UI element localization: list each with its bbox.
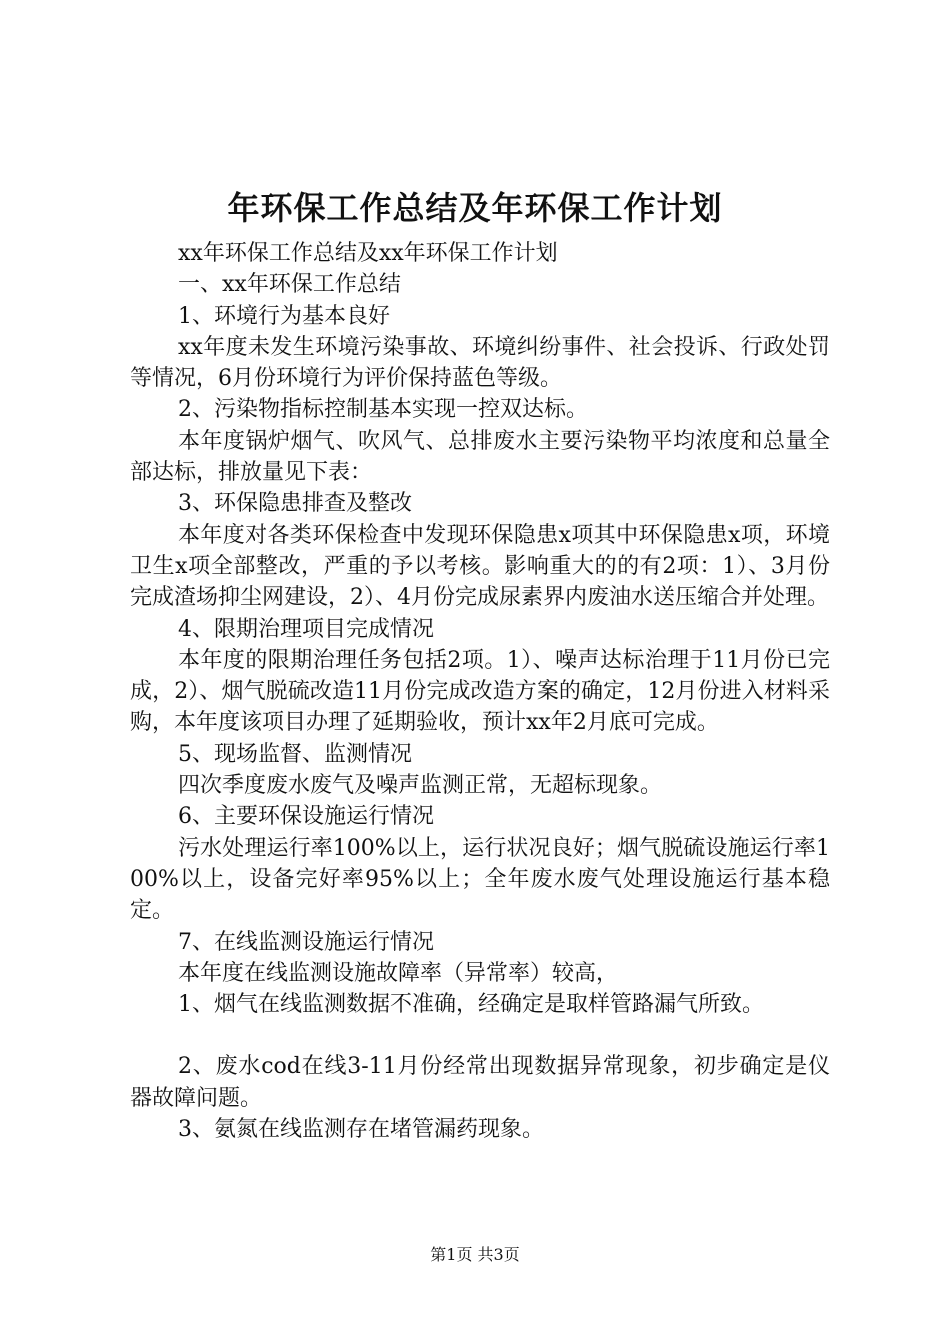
document-body: [130, 238, 830, 1145]
paragraph-heading: xx年环保工作总结及xx年环保工作计划: [178, 241, 558, 266]
item-heading-4: 4、限期治理项目完成情况: [178, 616, 434, 642]
sub-item-3: 3、氨氮在线监测存在堵管漏药现象。: [178, 1117, 544, 1143]
paragraph-item-1: xx年度未发生环境污染事故、环境纠纷事件、社会投诉、行政处罚等情况，6月份环境行为评价保持蓝色等级。: [130, 334, 830, 392]
page-number: 第1页 共3页: [430, 1245, 520, 1264]
item-heading-6: 6、主要环保设施运行情况: [178, 804, 434, 830]
sub-item-2: 2、废水cod在线3-11月份经常出现数据异常现象，初步确定是仪器故障问题。: [130, 1054, 830, 1111]
paragraph-item-4: 本年度的限期治理任务包括2项。1）、噪声达标治理于11月份已完成，2）、烟气脱硫改造11月份完成改造方案的确定，12月份进入材料采购，本年度该项目办理了延期验收，预计xx年2月底可完成。: [130, 647, 830, 736]
item-heading-1: 1、环境行为基本良好: [178, 303, 390, 329]
item-heading-5: 5、现场监督、监测情况: [178, 741, 412, 767]
paragraph-item-3: 本年度对各类环保检查中发现环保隐患x项其中环保隐患x项，环境卫生x项全部整改，严重的予以考核。影响重大的的有2项：1）、3月份完成渣场抑尘网建设，2）、4月份完成尿素界内废油水送压缩合并处理。: [130, 522, 830, 611]
sub-item-1: 1、烟气在线监测数据不准确，经确定是取样管路漏气所致。: [178, 992, 764, 1018]
paragraph-item-5: 四次季度废水废气及噪声监测正常，无超标现象。: [178, 773, 663, 799]
paragraph-item-2: 本年度锅炉烟气、吹风气、总排废水主要污染物平均浓度和总量全部达标，排放量见下表：: [130, 428, 830, 486]
paragraph-item-6: 污水处理运行率100%以上，运行状况良好；烟气脱硫设施运行率100%以上，设备完好率95%以上；全年废水废气处理设施运行基本稳定。: [130, 835, 830, 924]
item-heading-3: 3、环保隐患排查及整改: [178, 491, 412, 517]
section-heading-summary: 一、xx年环保工作总结: [178, 272, 401, 298]
document-title: 年环保工作总结及年环保工作计划: [227, 189, 723, 227]
item-heading-7: 7、在线监测设施运行情况: [178, 929, 434, 955]
item-heading-2: 2、污染物指标控制基本实现一控双达标。: [178, 397, 588, 423]
paragraph-item-7: 本年度在线监测设施故障率（异常率）较高，: [178, 960, 619, 986]
